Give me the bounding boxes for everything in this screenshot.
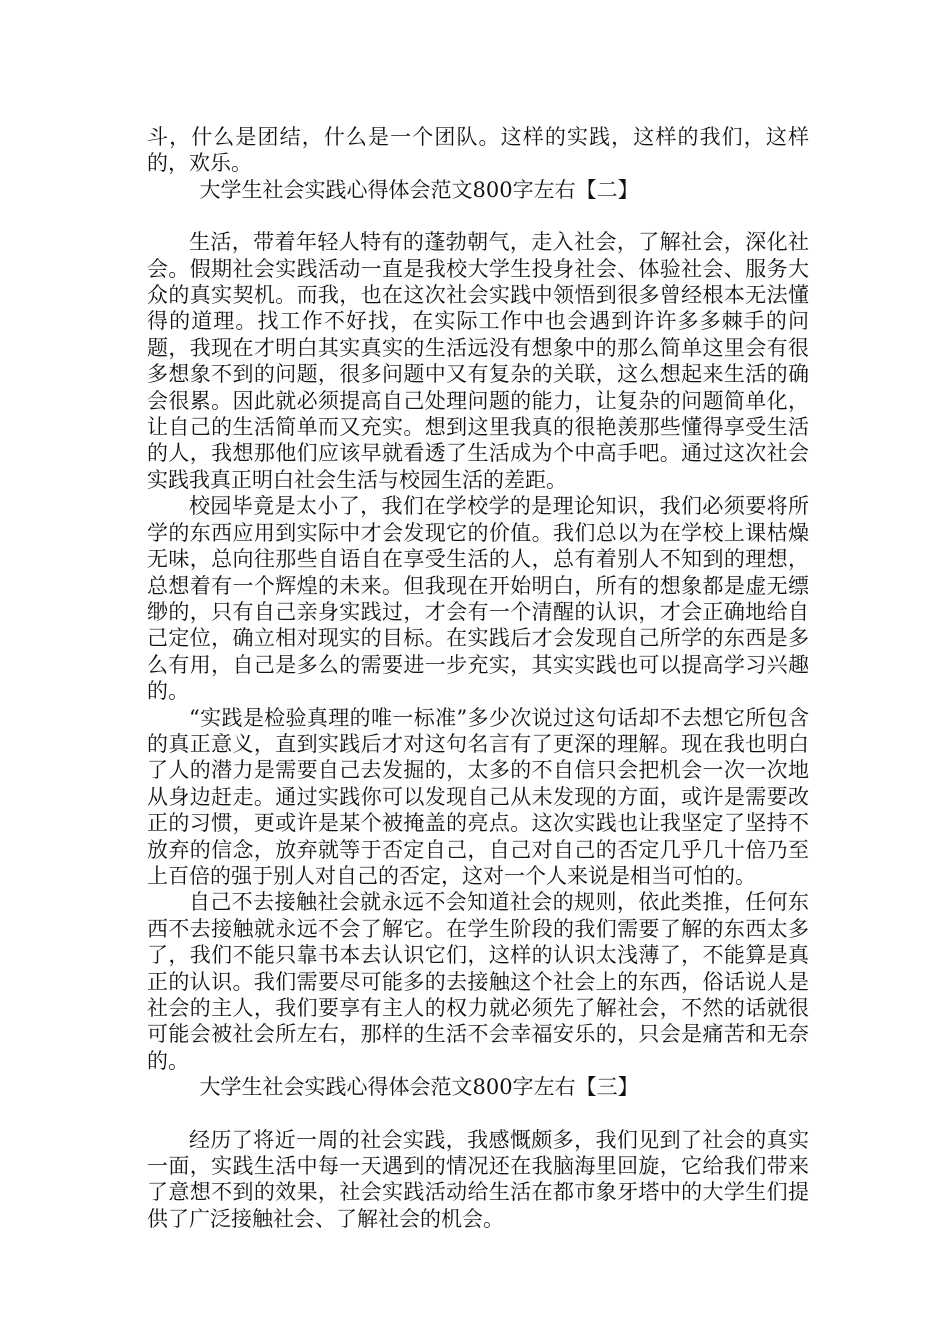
section-two-paragraph-3: “实践是检验真理的唯一标准”多少次说过这句话却不去想它所包含的真正意义，直到实践后才对这句名言有了更深的理解。现在我也明白了人的潜力是需要自己去发掘的，太多的不自信只会把机会一次一次地从身边赶走。通过实践你可以发现自己从未发现的方面，或许是需要改正的习惯，更或许是某个被掩盖的亮点。这次实践也让我坚定了坚持不放弃的信念，放弃就等于否定自己，自己对自己的否定几乎几十倍乃至上百倍的强于别人对自己的否定，这对一个人来说是相当可怕的。 [147,705,809,888]
section-two-paragraph-4: 自己不去接触社会就永远不会知道社会的规则，依此类推，任何东西不去接触就永远不会了解它。在学生阶段的我们需要了解的东西太多了，我们不能只靠书本去认识它们，这样的认识太浅薄了，不能算是真正的认识。我们需要尽可能多的去接触这个社会上的东西，俗话说人是社会的主人，我们要享有主人的权力就必须先了解社会，不然的话就很可能会被社会所左右，那样的生活不会幸福安乐的，只会是痛苦和无奈的。 [147,890,809,1073]
opening-paragraph-fragment: 斗，什么是团结，什么是一个团队。这样的实践，这样的我们，这样的，欢乐。 [147,125,809,176]
section-three-paragraph-1: 经历了将近一周的社会实践，我感慨颇多，我们见到了社会的真实一面，实践生活中每一天遇到的情况还在我脑海里回旋，它给我们带来了意想不到的效果，社会实践活动给生活在都市象牙塔中的大学生们提供了广泛接触社会、了解社会的机会。 [147,1127,809,1231]
section-heading-two: 大学生社会实践心得体会范文800字左右【二】 [199,177,639,202]
section-two-paragraph-2: 校园毕竟是太小了，我们在学校学的是理论知识，我们必须要将所学的东西应用到实际中才会发现它的价值。我们总以为在学校上课枯燥无味，总向往那些自语自在享受生活的人，总有着别人不知到的理想，总想着有一个辉煌的未来。但我现在开始明白，所有的想象都是虚无缥缈的，只有自己亲身实践过，才会有一个清醒的认识，才会正确地给自己定位，确立相对现实的目标。在实践后才会发现自己所学的东西是多么有用，自己是多么的需要进一步充实，其实实践也可以提高学习兴趣的。 [147,494,809,704]
document-body [147,124,809,1232]
section-two-paragraph-1: 生活，带着年轻人特有的蓬勃朝气，走入社会，了解社会，深化社会。假期社会实践活动一直是我校大学生投身社会、体验社会、服务大众的真实契机。而我，也在这次社会实践中领悟到很多曾经根本无法懂得的道理。找工作不好找，在实际工作中也会遇到许许多多棘手的问题，我现在才明白其实真实的生活远没有想象中的那么简单这里会有很多想象不到的问题，很多问题中又有复杂的关联，这么想起来生活的确会很累。因此就必须提高自己处理问题的能力，让复杂的问题简单化，让自己的生活简单而又充实。想到这里我真的很艳羡那些懂得享受生活的人，我想那他们应该早就看透了生活成为个中高手吧。通过这次社会实践我真正明白社会生活与校园生活的差距。 [147,230,809,492]
section-heading-three: 大学生社会实践心得体会范文800字左右【三】 [199,1075,639,1100]
